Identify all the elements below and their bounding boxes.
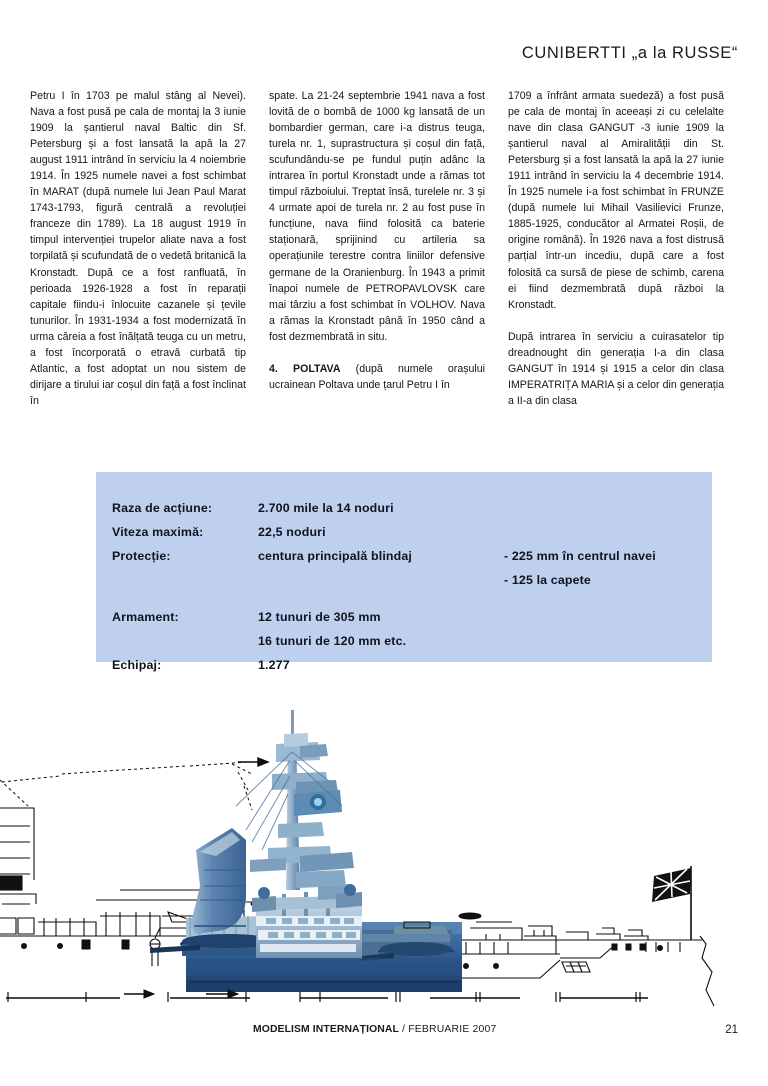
ship-mast — [250, 710, 354, 890]
spec-value: 12 tunuri de 305 mm — [258, 610, 381, 624]
spec-row — [112, 653, 702, 677]
specifications-list — [112, 496, 702, 672]
spec-extra: - 225 mm în centrul navei — [504, 549, 656, 563]
spec-value: 1.277 — [258, 658, 290, 672]
ship-bridge-tower — [252, 884, 362, 958]
battleship-illustration — [0, 690, 768, 1010]
spec-value: 16 tunuri de 120 mm etc. — [258, 634, 407, 648]
text-column-3 — [508, 88, 724, 409]
spec-value: 22,5 noduri — [258, 525, 326, 539]
page-number: 21 — [725, 1024, 738, 1036]
paragraph: spate. La 21-24 septembrie 1941 nava a fost lovită de o bombă de 1000 kg lansată de un bombardier german, care i-a distrus teuga, turela nr. 1, suprastructura și coșul din față, scufundându-se pe fundul puțin adânc la intrarea în portul Kronstadt unde a rămas tot timpul războiului. Treptat însă, turelele nr. 3 și 4 urmate apoi de turela nr. 2 au fost puse în funcțiune, nava fiind folosită ca baterie staționară, sprijinind cu artileria sa operațiunile terestre contra liniilor defensive germane de la Oranienburg. În 1943 a primit înapoi numele de PETROPAVLOVSK care mai târziu a fost schimbat în VOLHOV. Nava a rămas la Kronstadt până în 1950 când a fost dezmembrată in situ. — [269, 90, 485, 343]
line-art-stern — [462, 922, 714, 1006]
ship-funnel — [190, 828, 246, 934]
paragraph-poltava — [269, 361, 485, 393]
spec-row — [112, 544, 702, 568]
paragraph: 1709 a înfrânt armata suedeză) a fost pusă pe cala de montaj în aceeași zi cu celelalte nave din clasa GANGUT -3 iunie 1909 la șantierul naval al Amiralității din St. Petersburg și a fost lansată la apă la 27 iunie 1911 intrând în serviciu la 4 decembrie 1914. În 1925 numele i-a fost schimbat în FRUNZE (după numele lui Mihail Vasilievici Frunze, 1885-1925, conducător al Armatei Roșii, de origine română). În 1926 nava a fost distrusă parțial într-un incediu, după care a fost folosită ca sursă de piese de schimb, carena ei fiind dezmembrată după război la Kronstadt. — [508, 90, 724, 311]
magazine-title: MODELISM INTERNAȚIONAL — [253, 1024, 399, 1035]
battleship-profile-svg — [0, 690, 768, 1010]
spec-row-continuation — [112, 568, 702, 592]
spec-row — [112, 520, 702, 544]
spec-value: centura principală blindaj — [258, 549, 412, 563]
spec-label: Raza de acțiune: — [112, 501, 213, 515]
spec-label: Viteza maximă: — [112, 525, 204, 539]
paragraph: Petru I în 1703 pe malul stâng al Nevei). Nava a fost pusă pe cala de montaj la 3 iunie 1909 la șantierul naval Baltic din Sf. Petersburg și a fost lansată la apă la 27 august 1911 intrând în serviciu la 4 noiembrie 1914. În 1925 numele navei a fost schimbat în MARAT (după numele lui Jean Paul Marat 1743-1793, figură centrală a revoluției franceze din 1789). La 18 august 1919 în timpul intervenției trupelor aliate nava a fost torpilată și scufundată de o vedetă britanică la Kronstadt. După ce a fost ranfluată, în perioada 1926-1928 a fost în reparații capitale fiindu-i înlocuite cazanele și țevile tunurilor. În 1931-1934 a fost modernizată în urma căreia a fost înălțată teuga cu un metru, a fost încorporată o etravă curbată tip Atlantic, a fost adoptat un nou sistem de dirijare a tirului iar coșul din față a fost înclinat în — [30, 90, 246, 407]
spec-row — [112, 496, 702, 520]
spec-label: Echipaj: — [112, 658, 162, 672]
spec-row — [112, 605, 702, 629]
line-art-bow-fittings — [22, 940, 130, 949]
article-body — [30, 88, 738, 409]
line-art-rigging — [0, 762, 252, 810]
footer-credit — [253, 1024, 496, 1035]
spec-extra: - 125 la capete — [504, 573, 591, 587]
section-lead-text: (după numele orașului ucrainean Poltava unde țarul Petru I în — [269, 362, 485, 391]
text-column-2 — [269, 88, 485, 409]
issue-date: / FEBRUARIE 2007 — [398, 1024, 497, 1035]
section-lead-label: 4. POLTAVA — [269, 362, 341, 375]
running-head: CUNIBERTTI „a la RUSSE“ — [521, 44, 738, 62]
naval-ensign-icon — [652, 866, 691, 1010]
spec-value: 2.700 mile la 14 noduri — [258, 501, 394, 515]
page-footer — [0, 1024, 768, 1044]
line-art-mast-arrow — [238, 758, 268, 766]
text-column-1 — [30, 88, 246, 409]
spec-row-continuation — [112, 629, 702, 653]
paragraph: După intrarea în serviciu a cuirasatelor tip dreadnought din generația I-a din clasa GANGUT în 1914 și 1915 a celor din clasa IMPERATRIȚA MARIA și a celor din generația a II-a din clasa — [508, 330, 724, 407]
spec-label: Protecție: — [112, 549, 171, 563]
specifications-panel — [96, 472, 712, 672]
spec-label: Armament: — [112, 610, 179, 624]
